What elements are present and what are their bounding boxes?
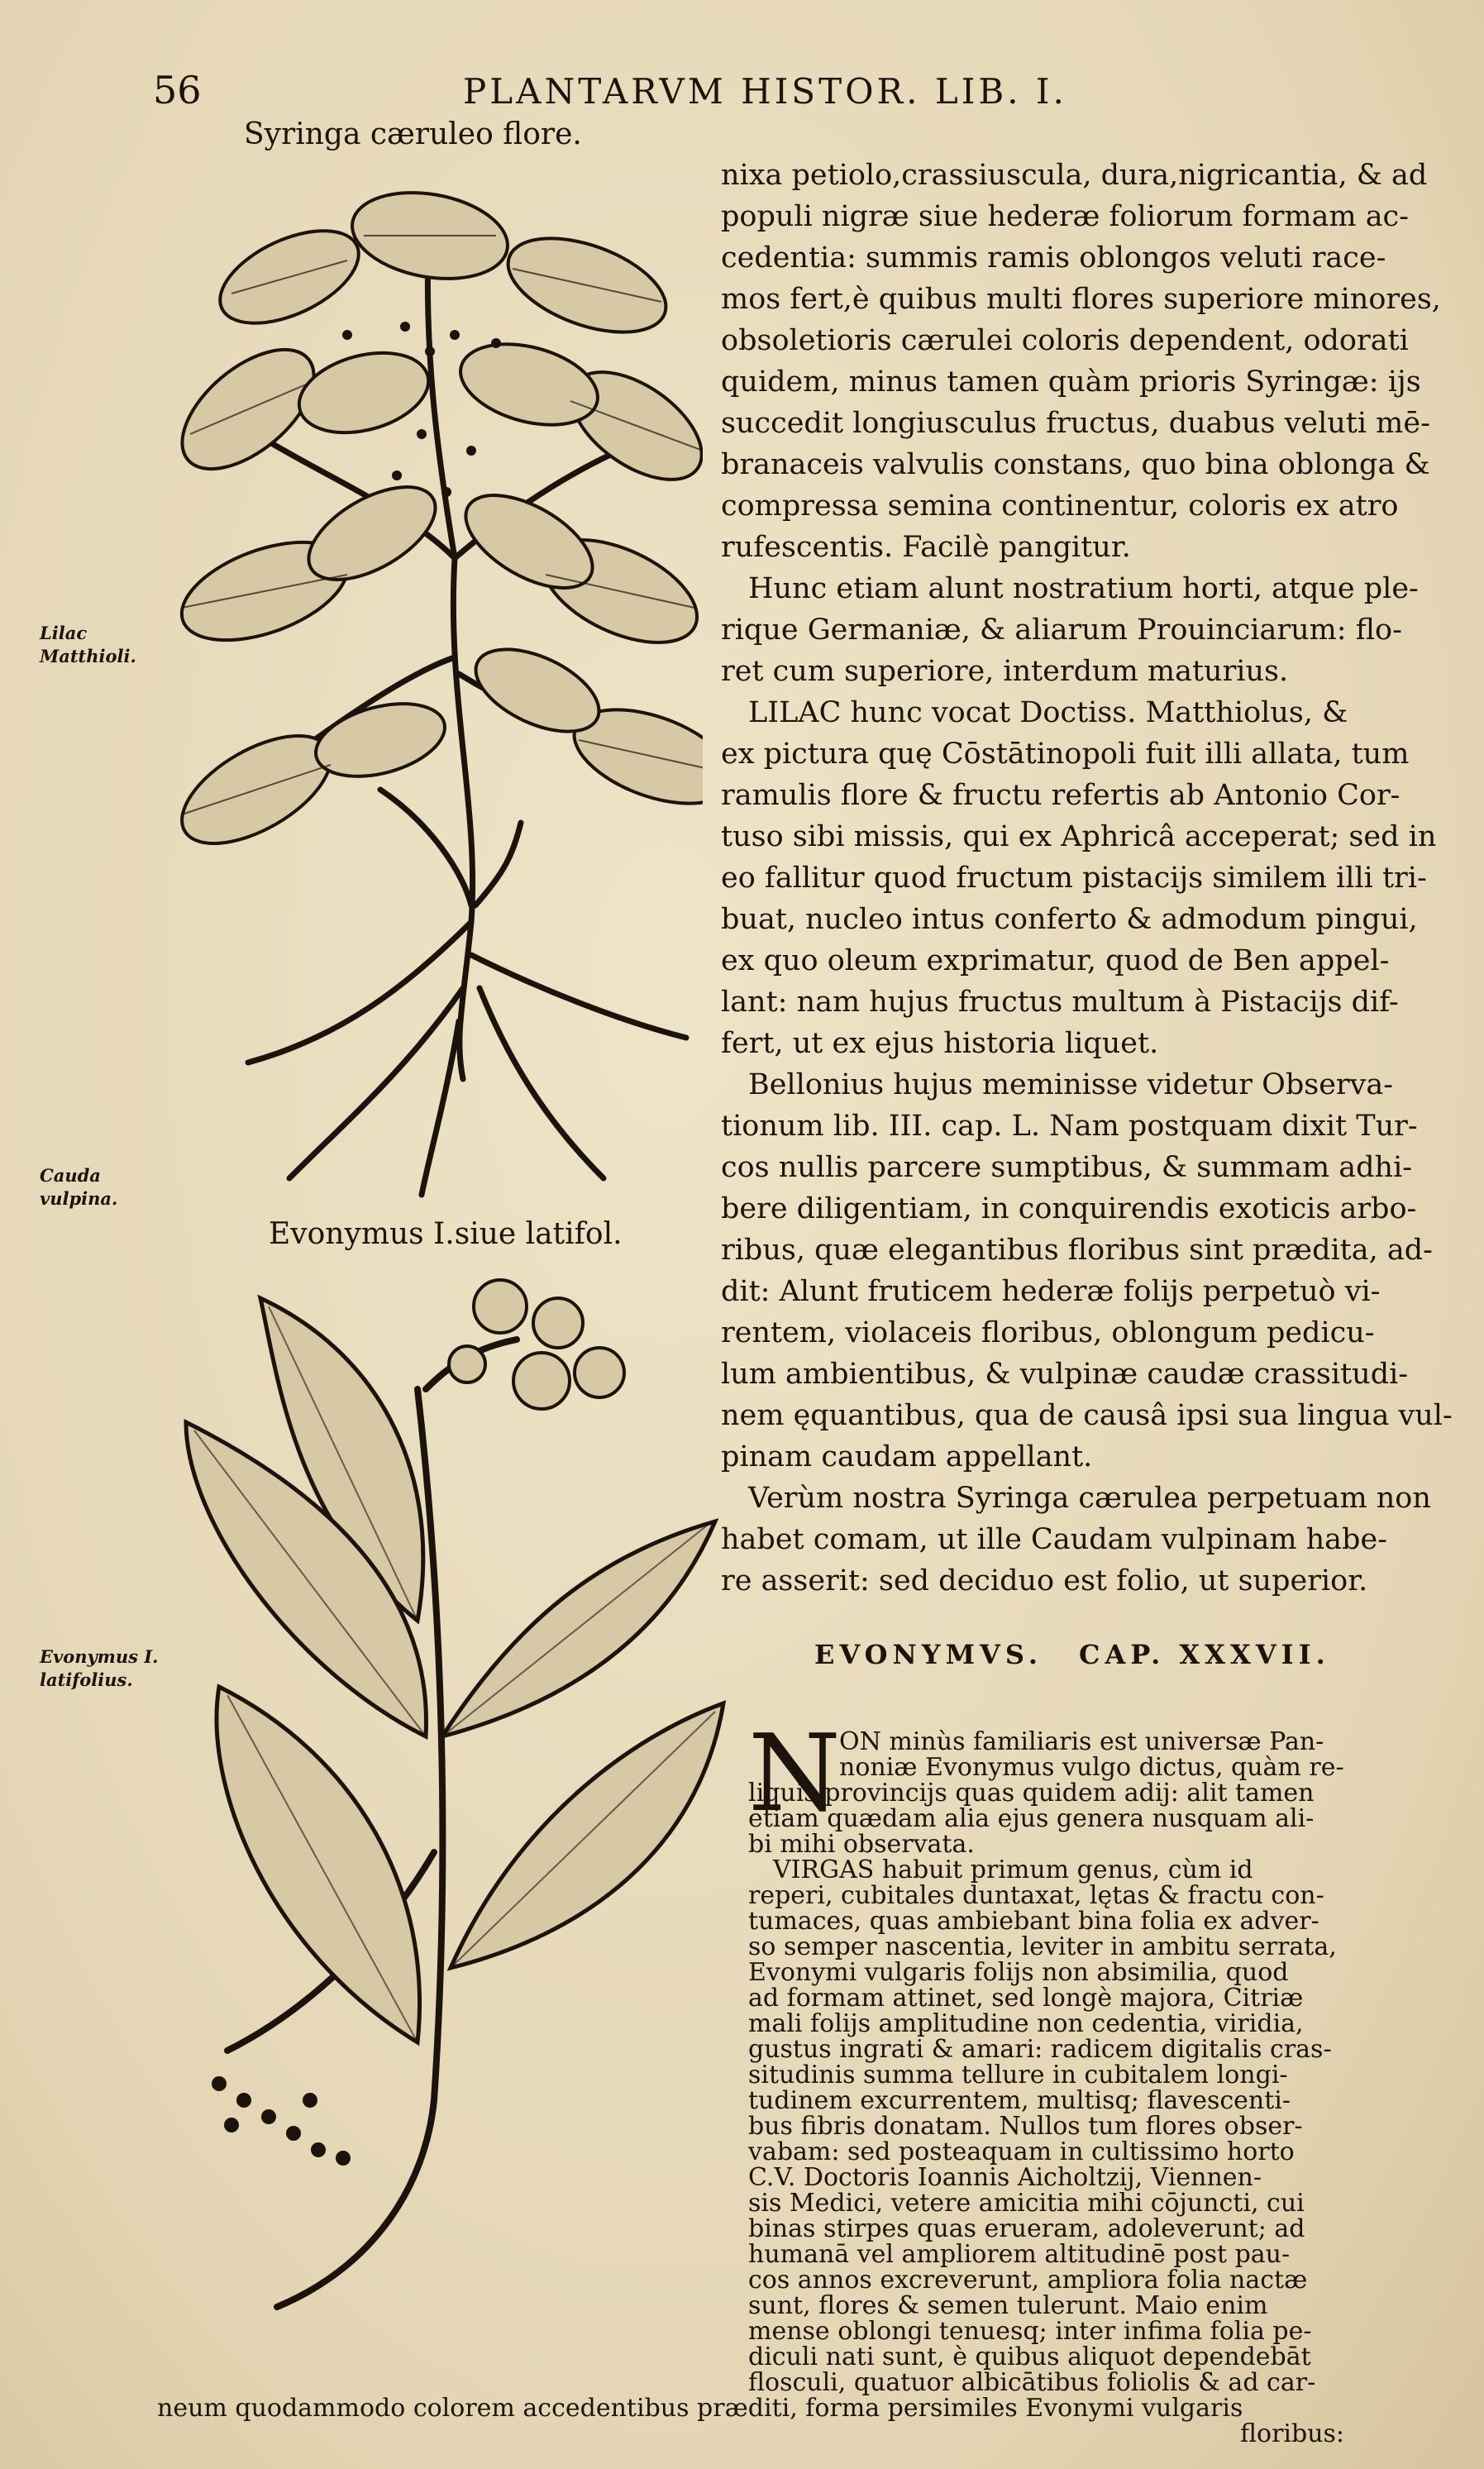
text-upper-line: ribus, quæ elegantibus floribus sint prædita, ad- — [721, 1234, 1433, 1267]
evonymus-caption: Evonymus I.siue latifol. — [269, 1217, 623, 1251]
text-upper-line: quidem, minus tamen quàm prioris Syringæ: ijs — [721, 365, 1421, 399]
text-lower-line: reperi, cubitales duntaxat, lętas & fractu con- — [748, 1881, 1324, 1910]
text-upper-line: ex pictura quę Cōstātinopoli fuit illi allata, tum — [721, 738, 1410, 771]
text-upper-line: nixa petiolo,crassiuscula, dura,nigricantia, & ad — [721, 159, 1428, 192]
text-upper-line: succedit longiusculus fructus, duabus veluti mē- — [721, 407, 1430, 440]
text-upper-line: tuso sibi missis, qui ex Aphricâ acceperat; sed in — [721, 820, 1437, 853]
text-upper-line: ramulis flore & fructu refertis ab Antonio Cor- — [721, 779, 1400, 812]
syringa-woodcut — [157, 161, 703, 1203]
syringa-caption: Syringa cæruleo flore. — [244, 117, 582, 151]
drop-cap: N — [748, 1712, 841, 1836]
chapter-number: CAP. XXXVII. — [1079, 1639, 1330, 1670]
text-upper-line: LILAC hunc vocat Doctiss. Matthiolus, & — [748, 696, 1348, 729]
text-lower-line: noniæ Evonymus vulgo dictus, quàm re- — [839, 1753, 1344, 1782]
text-upper-line: rique Germaniæ, & aliarum Prouinciarum: flo- — [721, 614, 1402, 647]
running-title: PLANTARVM HISTOR. LIB. I. — [463, 71, 1067, 112]
text-upper-line: Verùm nostra Syringa cærulea perpetuam non — [748, 1482, 1431, 1515]
text-upper-line: Hunc etiam alunt nostratium horti, atque ple- — [748, 572, 1419, 605]
margin-note-evonymus: Evonymus I. latifolius. — [40, 1646, 159, 1690]
text-upper-line: rufescentis. Facilè pangitur. — [721, 531, 1131, 564]
text-lower-line: C.V. Doctoris Ioannis Aicholtzij, Viennen- — [748, 2163, 1262, 2192]
text-lower-line: humanā vel ampliorem altitudinē post pau- — [748, 2240, 1291, 2269]
text-lower-line: sis Medici, vetere amicitia mihi cōjuncti, cui — [748, 2189, 1305, 2218]
text-lower-line: floribus: — [1240, 2419, 1345, 2448]
text-lower-line: cos annos excreverunt, ampliora folia nactæ — [748, 2266, 1308, 2295]
text-lower-line: so semper nascentia, leviter in ambitu serrata, — [748, 1932, 1337, 1961]
text-upper-line: ex quo oleum exprimatur, quod de Ben appel- — [721, 944, 1390, 977]
text-upper-line: habet comam, ut ille Caudam vulpinam habe- — [721, 1523, 1387, 1556]
text-lower-line: situdinis summa tellure in cubitalem longi- — [748, 2061, 1288, 2089]
text-lower-line: etiam quædam alia ejus genera nusquam ali- — [748, 1804, 1315, 1833]
page-number: 56 — [153, 68, 202, 112]
text-upper-line: ret cum superiore, interdum maturius. — [721, 655, 1289, 688]
text-upper-line: obsoletioris cærulei coloris dependent, odorati — [721, 324, 1409, 357]
text-lower-line: tudinem excurrentem, multisq; flavescenti- — [748, 2086, 1291, 2115]
text-lower-line: mense oblongi tenuesq; inter infima folia pe- — [748, 2317, 1312, 2346]
text-upper-line: lant: nam hujus fructus multum à Pistacijs dif- — [721, 986, 1399, 1019]
text-upper-line: populi nigræ siue hederæ foliorum formam ac- — [721, 200, 1409, 233]
text-upper-line: pinam caudam appellant. — [721, 1440, 1093, 1473]
text-lower-line: binas stirpes quas erueram, adoleverunt; ad — [748, 2214, 1305, 2243]
text-lower-line: Evonymi vulgaris folijs non absimilia, quod — [748, 1958, 1289, 1987]
text-upper-line: mos fert,è quibus multi flores superiore minores, — [721, 283, 1441, 316]
text-lower-line: flosculi, quatuor albicātibus foliolis & ad car- — [748, 2368, 1316, 2397]
text-lower-line: bi mihi observata. — [748, 1830, 975, 1859]
margin-note-lilac: Lilac Matthioli. — [40, 623, 136, 666]
text-lower-line: mali folijs amplitudine non cedentia, viridia, — [748, 2009, 1304, 2038]
text-lower-line: sunt, flores & semen tulerunt. Maio enim — [748, 2291, 1268, 2320]
text-upper-line: rentem, violaceis floribus, oblongum pedicu- — [721, 1316, 1375, 1349]
text-upper-line: Bellonius hujus meminisse videtur Observa- — [748, 1068, 1394, 1101]
evonymus-woodcut — [169, 1273, 732, 2323]
text-lower-line: ad formam attinet, sed longè majora, Citriæ — [748, 1984, 1304, 2013]
text-lower-line: ON minùs familiaris est universæ Pan- — [839, 1727, 1324, 1756]
text-lower-line: vabam: sed posteaquam in cultissimo horto — [748, 2137, 1295, 2166]
text-lower-line: bus fibris donatam. Nullos tum flores obser- — [748, 2112, 1303, 2141]
text-upper-line: re asserit: sed deciduo est folio, ut superior. — [721, 1564, 1368, 1597]
text-lower-line: VIRGAS habuit primum genus, cùm id — [773, 1855, 1253, 1884]
text-upper-line: buat, nucleo intus conferto & admodum pingui, — [721, 903, 1418, 936]
text-lower-line: liquis provincijs quas quidem adij: alit tamen — [748, 1779, 1315, 1808]
chapter-title: EVONYMVS. — [814, 1639, 1043, 1670]
text-upper-line: branaceis valvulis constans, quo bina oblonga & — [721, 448, 1430, 481]
text-upper-line: bere diligentiam, in conquirendis exoticis arbo- — [721, 1192, 1417, 1225]
text-upper-line: cos nullis parcere sumptibus, & summam adhi- — [721, 1151, 1413, 1184]
text-upper-line: dit: Alunt fruticem hederæ folijs perpetuò vi- — [721, 1275, 1381, 1308]
text-upper-line: fert, ut ex ejus historia liquet. — [721, 1027, 1159, 1060]
text-lower-line: gustus ingrati & amari: radicem digitalis cras- — [748, 2035, 1332, 2064]
text-upper-line: tionum lib. III. cap. L. Nam postquam dixit Tur- — [721, 1110, 1418, 1143]
text-upper-line: nem ęquantibus, qua de causâ ipsi sua lingua vul- — [721, 1399, 1453, 1432]
text-lower-line: neum quodammodo colorem accedentibus præditi, forma persimiles Evonymi vulgaris — [157, 2394, 1243, 2423]
text-lower-line: tumaces, quas ambiebant bina folia ex adver- — [748, 1907, 1319, 1936]
text-upper-line: compressa semina continentur, coloris ex atro — [721, 490, 1399, 523]
text-upper-line: cedentia: summis ramis oblongos veluti race- — [721, 241, 1386, 275]
text-upper-line: lum ambientibus, & vulpinæ caudæ crassitudi- — [721, 1358, 1409, 1391]
margin-note-cauda: Cauda vulpina. — [40, 1165, 118, 1209]
text-upper-line: eo fallitur quod fructum pistacijs similem illi tri- — [721, 862, 1427, 895]
text-lower-line: diculi nati sunt, è quibus aliquot dependebāt — [748, 2342, 1311, 2371]
